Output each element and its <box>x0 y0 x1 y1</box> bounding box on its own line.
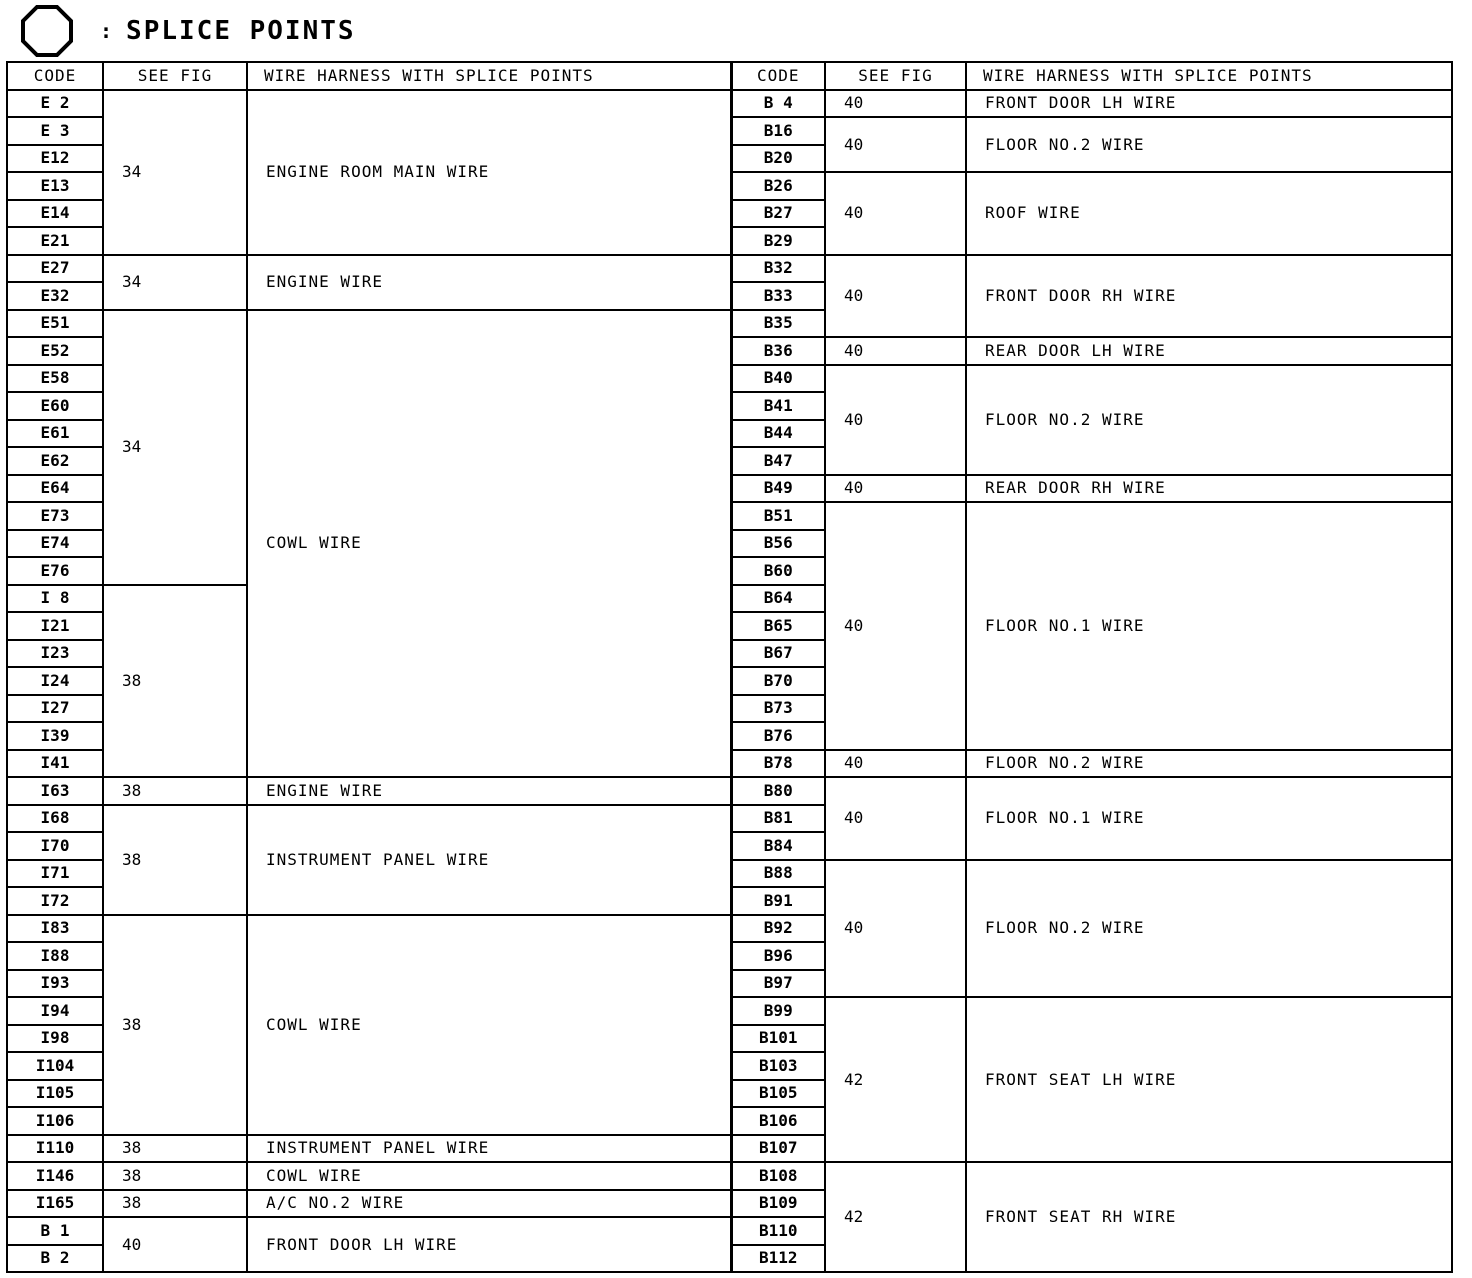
splice-code-cell: B105 <box>731 1080 825 1108</box>
splice-code-cell: I23 <box>7 640 103 668</box>
see-fig-cell: 40 <box>825 750 966 778</box>
splice-code-cell: B36 <box>731 337 825 365</box>
splice-code-cell: B 1 <box>7 1217 103 1245</box>
see-fig-cell: 38 <box>103 777 247 805</box>
splice-code-cell: E61 <box>7 420 103 448</box>
splice-code-cell: E60 <box>7 392 103 420</box>
splice-code-cell: B67 <box>731 640 825 668</box>
splice-code-cell: I72 <box>7 887 103 915</box>
splice-code-cell: B65 <box>731 612 825 640</box>
see-fig-cell: 38 <box>103 1162 247 1190</box>
splice-code-cell: E74 <box>7 530 103 558</box>
splice-code-cell: I165 <box>7 1190 103 1218</box>
splice-code-cell: E58 <box>7 365 103 393</box>
splice-code-cell: B20 <box>731 145 825 173</box>
splice-code-cell: B44 <box>731 420 825 448</box>
splice-points-table <box>6 61 1453 1273</box>
wire-harness-cell: COWL WIRE <box>247 1162 731 1190</box>
page-title: SPLICE POINTS <box>126 16 356 46</box>
splice-code-cell: B80 <box>731 777 825 805</box>
splice-code-cell: B51 <box>731 502 825 530</box>
header-see-fig-right: SEE FIG <box>825 62 966 90</box>
wire-harness-cell: FLOOR NO.2 WIRE <box>966 860 1452 998</box>
splice-code-cell: B26 <box>731 172 825 200</box>
see-fig-cell: 38 <box>103 585 247 778</box>
splice-code-cell: B84 <box>731 832 825 860</box>
splice-code-cell: B47 <box>731 447 825 475</box>
splice-code-cell: E32 <box>7 282 103 310</box>
splice-code-cell: I71 <box>7 860 103 888</box>
wire-harness-cell: FRONT DOOR LH WIRE <box>966 90 1452 118</box>
splice-code-cell: E14 <box>7 200 103 228</box>
wire-harness-cell: REAR DOOR RH WIRE <box>966 475 1452 503</box>
splice-code-cell: I110 <box>7 1135 103 1163</box>
splice-code-cell: B49 <box>731 475 825 503</box>
wire-harness-cell: COWL WIRE <box>247 310 731 778</box>
splice-code-cell: E51 <box>7 310 103 338</box>
splice-code-cell: E73 <box>7 502 103 530</box>
splice-code-cell: B99 <box>731 997 825 1025</box>
splice-code-cell: I41 <box>7 750 103 778</box>
splice-code-cell: I39 <box>7 722 103 750</box>
splice-code-cell: B76 <box>731 722 825 750</box>
wire-harness-cell: FRONT DOOR LH WIRE <box>247 1217 731 1272</box>
see-fig-cell: 40 <box>825 860 966 998</box>
wire-harness-cell: FRONT SEAT RH WIRE <box>966 1162 1452 1272</box>
wire-harness-cell: ENGINE ROOM MAIN WIRE <box>247 90 731 255</box>
wire-harness-cell: FRONT SEAT LH WIRE <box>966 997 1452 1162</box>
see-fig-cell: 42 <box>825 997 966 1162</box>
splice-code-cell: B27 <box>731 200 825 228</box>
splice-code-cell: I68 <box>7 805 103 833</box>
splice-code-cell: I27 <box>7 695 103 723</box>
see-fig-cell: 40 <box>825 777 966 860</box>
see-fig-cell: 38 <box>103 1135 247 1163</box>
splice-code-cell: B35 <box>731 310 825 338</box>
splice-code-cell: B103 <box>731 1052 825 1080</box>
header-wire-harness-left: WIRE HARNESS WITH SPLICE POINTS <box>247 62 731 90</box>
wire-harness-cell: REAR DOOR LH WIRE <box>966 337 1452 365</box>
wire-harness-cell: FLOOR NO.2 WIRE <box>966 117 1452 172</box>
splice-code-cell: E76 <box>7 557 103 585</box>
splice-code-cell: B64 <box>731 585 825 613</box>
wire-harness-cell: INSTRUMENT PANEL WIRE <box>247 1135 731 1163</box>
splice-code-cell: I105 <box>7 1080 103 1108</box>
splice-code-cell: E52 <box>7 337 103 365</box>
wire-harness-cell: FLOOR NO.1 WIRE <box>966 502 1452 750</box>
see-fig-cell: 40 <box>825 475 966 503</box>
splice-code-cell: B16 <box>731 117 825 145</box>
header-wire-harness-right: WIRE HARNESS WITH SPLICE POINTS <box>966 62 1452 90</box>
see-fig-cell: 38 <box>103 915 247 1135</box>
splice-code-cell: B108 <box>731 1162 825 1190</box>
splice-code-cell: B 4 <box>731 90 825 118</box>
splice-code-cell: B41 <box>731 392 825 420</box>
splice-code-cell: B29 <box>731 227 825 255</box>
splice-code-cell: E21 <box>7 227 103 255</box>
splice-code-cell: I106 <box>7 1107 103 1135</box>
title-separator: : <box>100 19 113 43</box>
splice-code-cell: I 8 <box>7 585 103 613</box>
page-header <box>20 6 356 56</box>
wire-harness-cell: FRONT DOOR RH WIRE <box>966 255 1452 338</box>
splice-code-cell: I24 <box>7 667 103 695</box>
splice-code-cell: E 3 <box>7 117 103 145</box>
table-row <box>7 255 1452 283</box>
splice-code-cell: B 2 <box>7 1245 103 1273</box>
splice-code-cell: I93 <box>7 970 103 998</box>
see-fig-cell: 40 <box>825 117 966 172</box>
splice-code-cell: B107 <box>731 1135 825 1163</box>
see-fig-cell: 40 <box>103 1217 247 1272</box>
see-fig-cell: 40 <box>825 337 966 365</box>
splice-code-cell: B110 <box>731 1217 825 1245</box>
wire-harness-cell: ROOF WIRE <box>966 172 1452 255</box>
splice-code-cell: E13 <box>7 172 103 200</box>
splice-code-cell: B56 <box>731 530 825 558</box>
wire-harness-cell: INSTRUMENT PANEL WIRE <box>247 805 731 915</box>
splice-code-cell: B106 <box>731 1107 825 1135</box>
splice-code-cell: B96 <box>731 942 825 970</box>
wire-harness-cell: COWL WIRE <box>247 915 731 1135</box>
table-row <box>7 90 1452 118</box>
splice-code-cell: B92 <box>731 915 825 943</box>
splice-code-cell: B112 <box>731 1245 825 1273</box>
see-fig-cell: 34 <box>103 310 247 585</box>
splice-code-cell: B70 <box>731 667 825 695</box>
splice-code-cell: E64 <box>7 475 103 503</box>
wire-harness-cell: ENGINE WIRE <box>247 255 731 310</box>
see-fig-cell: 40 <box>825 172 966 255</box>
splice-code-cell: I98 <box>7 1025 103 1053</box>
see-fig-cell: 40 <box>825 90 966 118</box>
splice-code-cell: I88 <box>7 942 103 970</box>
splice-code-cell: B73 <box>731 695 825 723</box>
wire-harness-cell: FLOOR NO.2 WIRE <box>966 750 1452 778</box>
header-see-fig-left: SEE FIG <box>103 62 247 90</box>
splice-code-cell: E62 <box>7 447 103 475</box>
see-fig-cell: 40 <box>825 255 966 338</box>
wire-harness-cell: ENGINE WIRE <box>247 777 731 805</box>
splice-code-cell: E27 <box>7 255 103 283</box>
splice-code-cell: I70 <box>7 832 103 860</box>
header-code-right: CODE <box>731 62 825 90</box>
table-header-row <box>7 62 1452 90</box>
splice-code-cell: E 2 <box>7 90 103 118</box>
see-fig-cell: 40 <box>825 365 966 475</box>
splice-code-cell: E12 <box>7 145 103 173</box>
splice-code-cell: I104 <box>7 1052 103 1080</box>
splice-code-cell: I21 <box>7 612 103 640</box>
table-row <box>7 777 1452 805</box>
wire-harness-cell: A/C NO.2 WIRE <box>247 1190 731 1218</box>
splice-code-cell: I94 <box>7 997 103 1025</box>
splice-code-cell: B97 <box>731 970 825 998</box>
splice-code-cell: B78 <box>731 750 825 778</box>
header-code-left: CODE <box>7 62 103 90</box>
table-row <box>7 1162 1452 1190</box>
splice-code-cell: B81 <box>731 805 825 833</box>
see-fig-cell: 40 <box>825 502 966 750</box>
octagon-icon <box>20 4 74 58</box>
splice-code-cell: I63 <box>7 777 103 805</box>
table-body <box>7 90 1452 1273</box>
see-fig-cell: 34 <box>103 90 247 255</box>
splice-code-cell: B101 <box>731 1025 825 1053</box>
see-fig-cell: 38 <box>103 1190 247 1218</box>
splice-code-cell: B60 <box>731 557 825 585</box>
wire-harness-cell: FLOOR NO.2 WIRE <box>966 365 1452 475</box>
see-fig-cell: 42 <box>825 1162 966 1272</box>
splice-code-cell: I83 <box>7 915 103 943</box>
splice-code-cell: B33 <box>731 282 825 310</box>
wire-harness-cell: FLOOR NO.1 WIRE <box>966 777 1452 860</box>
splice-code-cell: B88 <box>731 860 825 888</box>
splice-code-cell: B32 <box>731 255 825 283</box>
splice-code-cell: B109 <box>731 1190 825 1218</box>
see-fig-cell: 34 <box>103 255 247 310</box>
splice-code-cell: B40 <box>731 365 825 393</box>
splice-code-cell: I146 <box>7 1162 103 1190</box>
splice-code-cell: B91 <box>731 887 825 915</box>
see-fig-cell: 38 <box>103 805 247 915</box>
